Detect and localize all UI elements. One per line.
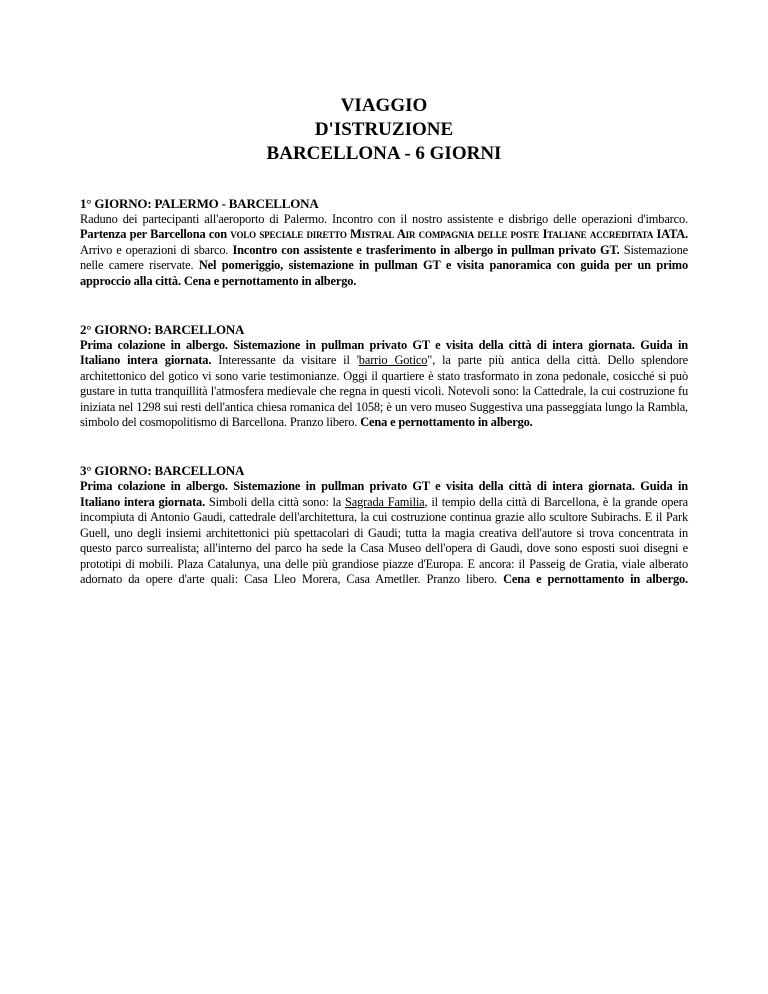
day-3-heading: 3° GIORNO: BARCELLONA [80,463,245,479]
day-1-text-part: volo speciale diretto Mistral Air compagnia delle poste Italiane accreditata [230,227,654,242]
document-title [80,94,688,166]
barrio-gotico-link[interactable]: barrio Gotico [358,353,428,368]
day-3-text-part: Prima colazione in albergo. Sistemazione in pullman privato GT e visita della città di intera giornata. Guida in Italiano intera giornata. [80,479,688,509]
day-1-text-part: Sistemazione nelle camere riservate. [80,242,688,273]
title-line-1: VIAGGIO [340,95,428,116]
day-1-text-part: Raduno dei partecipanti all'aeroporto di Palermo. Incontro con il nostro assistente e disbrigo delle operazioni d'imbarco. [80,212,688,226]
day-1-text-part: IATA. [653,227,689,242]
day-1-section [80,196,688,289]
day-1-text [80,212,688,289]
day-2-text-part: Prima colazione in albergo. Sistemazione in pullman privato GT e visita della città di intera giornata. Guida in Italiano intera giornata. [80,338,688,368]
day-1-heading: 1° GIORNO: PALERMO - BARCELLONA [80,196,319,211]
day-1-text-part: Arrivo e operazioni di sbarco. [80,242,233,257]
day-3-text-part: , il tempio della città di Barcellona, è la grande opera incompiuta di Antonio Gaudi, cattedrale dell'architettura, la cui costruzione continua grazie allo scultore Subirachs. E il Park Guell, uno degli insiemi architettonici più spettacolari di Gaudi; tutta la magia creativa dell'autore si trova concentrata in questo parco surrealista; all'interno del parco ha sede la Casa Museo dell'opera di Gaudi, dove sono esposti suoi disegni e prototipi di mobili. Plaza Catalunya, una delle più grandiose piazze d'Europa. E ancora: il Passeig de Gratia, viale alberato adornato da opere d'arte quali: Casa Lleo Morera, Casa Ametller. Pranzo libero. [80,494,688,586]
day-2-text-part: Interessante da visitare il ' [211,353,359,368]
document-page [80,0,688,587]
sagrada-familia-link[interactable]: Sagrada Familia [345,494,425,509]
day-2-text-part: Cena e pernottamento in albergo. [360,415,533,430]
day-3-text-part: Simboli della città sono: la [205,494,346,509]
day-3-text [80,479,688,587]
title-line-3: BARCELLONA - 6 GIORNI [266,143,502,164]
day-2-heading: 2° GIORNO: BARCELLONA [80,322,245,338]
title-line-2: D'ISTRUZIONE [314,119,454,140]
day-2-section [80,322,688,430]
day-1-text-part: Nel pomeriggio, sistemazione in pullman GT e visita panoramica con guida per un primo approccio alla città. Cena e pernottamento in albergo. [80,258,688,288]
day-2-text [80,338,688,430]
day-1-text-part: Partenza per Barcellona con [80,227,231,242]
day-3-text-part: Cena e pernottamento in albergo. [503,571,688,586]
day-2-text-part: ", la parte più antica della città. Dello splendore architettonico del gotico vi sono varie testimonianze. Oggi il quartiere è stato trasformato in zona pedonale, cosicché si può gustare in tutta tranquillità l'atmosfera medievale che regna in questi vicoli. Notevoli sono: la Cattedrale, la cui costruzione fu iniziata nel 1298 sui resti dell'antica chiesa romanica del 1058; è un vero museo Suggestiva una passeggiata lungo la Rambla, simbolo del cosmopolitismo di Barcellona. Pranzo libero. [80,353,688,430]
day-3-section [80,463,688,587]
day-1-text-part: Incontro con assistente e trasferimento in albergo in pullman privato GT. [232,242,620,257]
